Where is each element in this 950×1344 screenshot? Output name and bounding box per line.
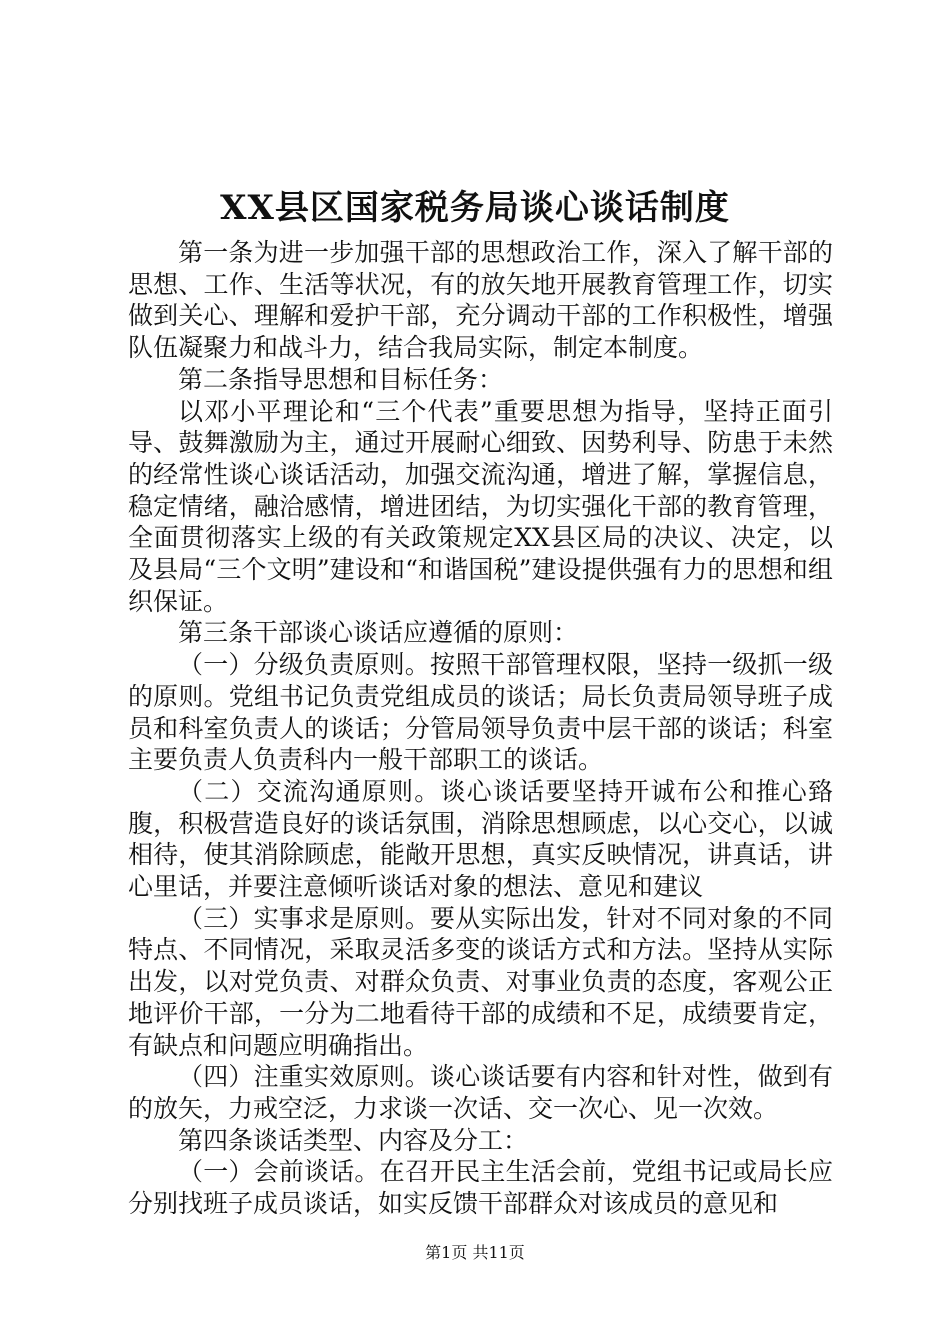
paragraph-guiding-thought: 以邓小平理论和“三个代表”重要思想为指导，坚持正面引导、鼓舞激励为主，通过开展耐心细致、因势利导、防患于未然的经常性谈心谈话活动，加强交流沟通，增进了解，掌握信息，稳定情绪，融洽感情，增进团结，为切实强化干部的教育管理，全面贯彻落实上级的有关政策规定XX县区局的决议、决定，以及县局“三个文明”建设和“和谐国税”建设提供强有力的思想和组织保证。 (128, 396, 833, 616)
paragraph-principle-1: （一）分级负责原则。按照干部管理权限，坚持一级抓一级的原则。党组书记负责党组成员的谈话；局长负责局领导班子成员和科室负责人的谈话；分管局领导负责中层干部的谈话；科室主要负责人负责科内一般干部职工的谈话。 (128, 650, 833, 775)
paragraph-pre-meeting-talk: （一）会前谈话。在召开民主生活会前，党组书记或局长应分别找班子成员谈话，如实反馈干部群众对该成员的意见和 (128, 1157, 833, 1219)
paragraph-principle-2: （二）交流沟通原则。谈心谈话要坚持开诚布公和推心臵腹，积极营造良好的谈话氛围，消除思想顾虑，以心交心，以诚相待，使其消除顾虑，能敞开思想，真实反映情况，讲真话，讲心里话，并要注意倾听谈话对象的想法、意见和建议 (128, 776, 833, 902)
paragraph-article-2-heading: 第二条指导思想和目标任务： (178, 364, 504, 394)
paragraph-article-4-heading: 第四条谈话类型、内容及分工： (178, 1125, 529, 1155)
paragraph-principle-4: （四）注重实效原则。谈心谈话要有内容和针对性，做到有的放矢，力戒空泛，力求谈一次话、交一次心、见一次效。 (128, 1062, 833, 1123)
paragraph-principle-3: （三）实事求是原则。要从实际出发，针对不同对象的不同特点、不同情况，采取灵活多变的谈话方式和方法。坚持从实际出发，以对党负责、对群众负责、对事业负责的态度，客观公正地评价干部，一分为二地看待干部的成绩和不足，成绩要肯定，有缺点和问题应明确指出。 (128, 903, 833, 1060)
document-body (128, 237, 833, 1220)
paragraph-article-3-heading: 第三条干部谈心谈话应遵循的原则： (178, 618, 579, 648)
page-number: 第1页 共11页 (425, 1243, 525, 1262)
paragraph-article-1: 第一条为进一步加强干部的思想政治工作，深入了解干部的思想、工作、生活等状况，有的放矢地开展教育管理工作，切实做到关心、理解和爱护干部，充分调动干部的工作积极性，增强队伍凝聚力和战斗力，结合我局实际，制定本制度。 (128, 238, 833, 363)
document-title: XX县区国家税务局谈心谈话制度 (220, 188, 730, 228)
